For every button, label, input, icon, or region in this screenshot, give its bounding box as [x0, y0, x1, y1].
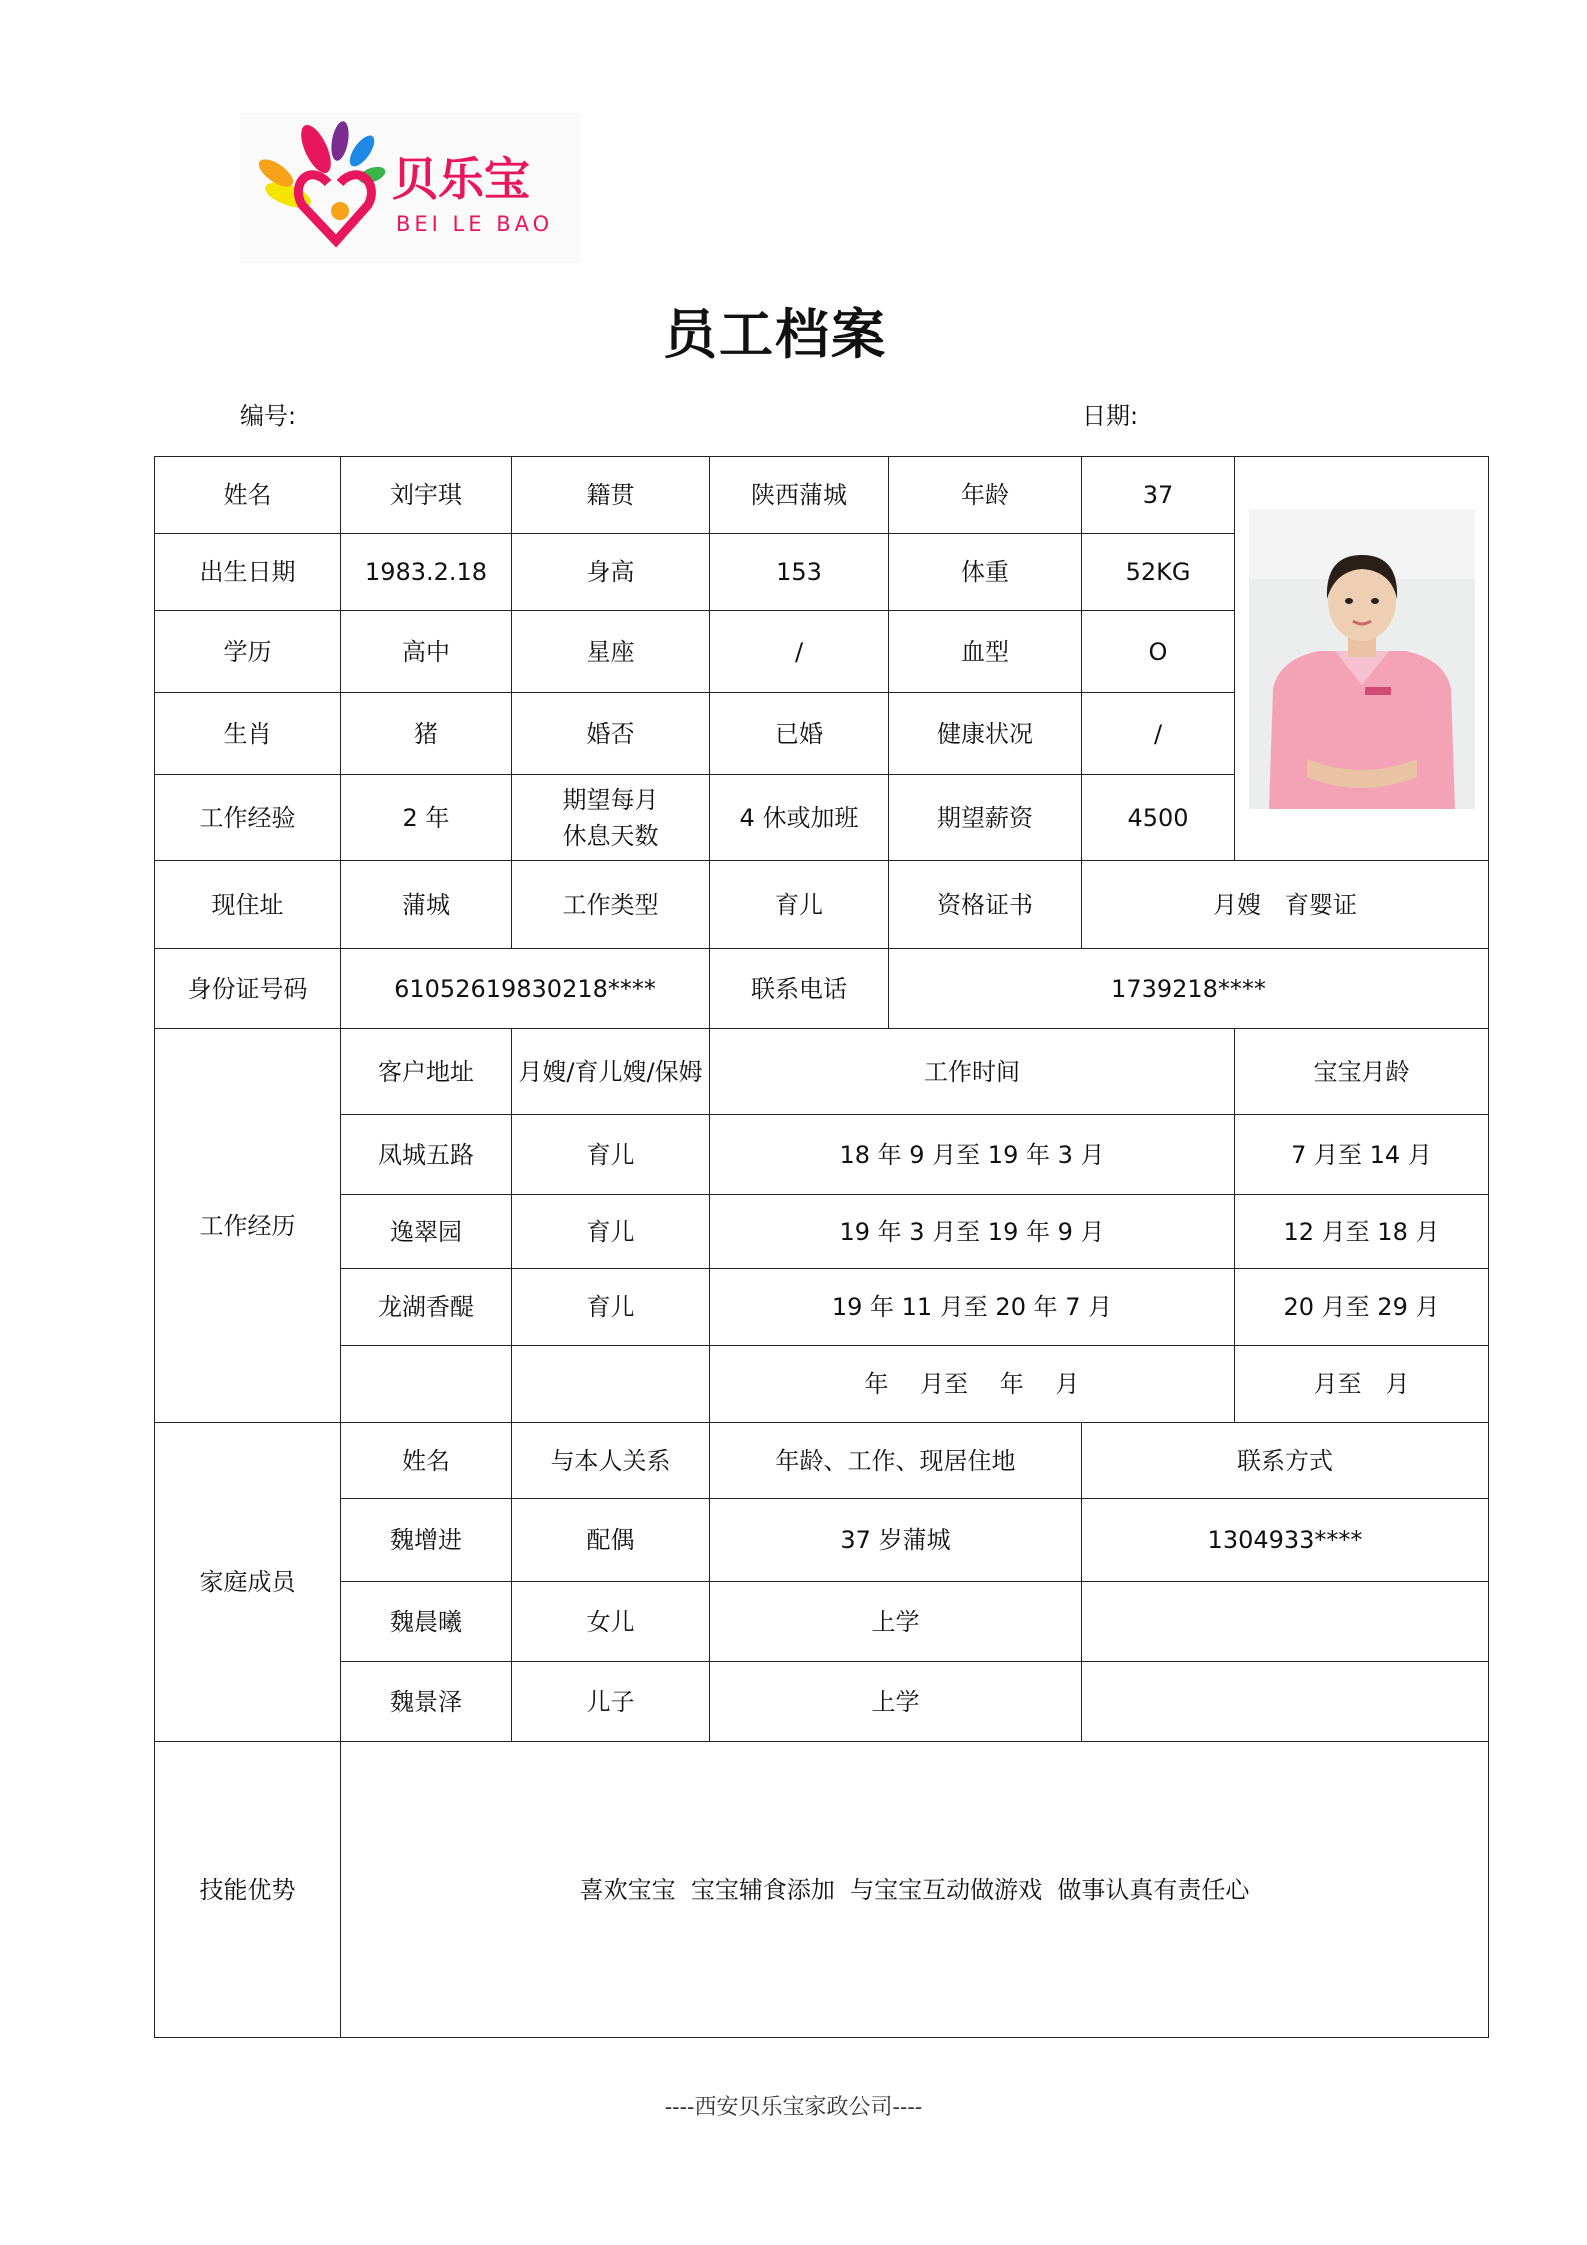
zodiac-label: 生肖 — [155, 693, 341, 775]
zodiac-value: 猪 — [341, 693, 512, 775]
name-value: 刘宇琪 — [341, 457, 512, 534]
id-number-label: 身份证号码 — [155, 949, 341, 1029]
job-type-value: 育儿 — [710, 861, 889, 949]
age-value: 37 — [1082, 457, 1235, 534]
job-type-label: 工作类型 — [512, 861, 710, 949]
history-row-4-address — [341, 1346, 512, 1423]
education-label: 学历 — [155, 611, 341, 693]
history-row-3-role: 育儿 — [512, 1269, 710, 1346]
constellation-value: / — [710, 611, 889, 693]
rest-days-label — [512, 775, 710, 861]
salary-label: 期望薪资 — [889, 775, 1082, 861]
record-date-label: 日期: — [1082, 402, 1139, 430]
phone-label: 联系电话 — [710, 949, 889, 1029]
experience-value: 2 年 — [341, 775, 512, 861]
history-header-period: 工作时间 — [710, 1029, 1235, 1115]
certificate-value: 月嫂 育婴证 — [1082, 861, 1489, 949]
svg-text:贝乐宝: 贝乐宝 — [392, 152, 530, 206]
weight-value: 52KG — [1082, 534, 1235, 611]
history-row-2-period: 19 年 3 月至 19 年 9 月 — [710, 1195, 1235, 1269]
experience-label: 工作经验 — [155, 775, 341, 861]
native-place-value: 陕西蒲城 — [710, 457, 889, 534]
history-row-4-role — [512, 1346, 710, 1423]
family-header-name: 姓名 — [341, 1423, 512, 1499]
company-footer: ----西安贝乐宝家政公司---- — [664, 2095, 923, 2120]
history-row-1-address: 凤城五路 — [341, 1115, 512, 1195]
history-header-baby-age: 宝宝月龄 — [1235, 1029, 1489, 1115]
address-value: 蒲城 — [341, 861, 512, 949]
history-row-2-baby-age: 12 月至 18 月 — [1235, 1195, 1489, 1269]
marital-status-value: 已婚 — [710, 693, 889, 775]
rest-days-label-line2: 休息天数 — [562, 821, 659, 850]
history-row-3-address: 龙湖香醍 — [341, 1269, 512, 1346]
health-label: 健康状况 — [889, 693, 1082, 775]
skills-label: 技能优势 — [155, 1742, 341, 2038]
history-row-1-period: 18 年 9 月至 19 年 3 月 — [710, 1115, 1235, 1195]
family-row-2-contact — [1082, 1582, 1489, 1662]
health-value: / — [1082, 693, 1235, 775]
constellation-label: 星座 — [512, 611, 710, 693]
family-row-3-contact — [1082, 1662, 1489, 1742]
history-row-4-period: 年 月至 年 月 — [710, 1346, 1235, 1423]
company-logo — [240, 113, 580, 263]
history-row-2-role: 育儿 — [512, 1195, 710, 1269]
height-value: 153 — [710, 534, 889, 611]
employee-record-table — [154, 456, 1489, 2038]
family-row-1-contact: 1304933**** — [1082, 1499, 1489, 1582]
history-row-3-baby-age: 20 月至 29 月 — [1235, 1269, 1489, 1346]
certificate-label: 资格证书 — [889, 861, 1082, 949]
family-row-1-relation: 配偶 — [512, 1499, 710, 1582]
family-header-relation: 与本人关系 — [512, 1423, 710, 1499]
height-label: 身高 — [512, 534, 710, 611]
family-row-2-relation: 女儿 — [512, 1582, 710, 1662]
family-header-info: 年龄、工作、现居住地 — [710, 1423, 1082, 1499]
history-row-1-role: 育儿 — [512, 1115, 710, 1195]
rest-days-value: 4 休或加班 — [710, 775, 889, 861]
page-title: 员工档案 — [663, 303, 887, 366]
family-row-3-name: 魏景泽 — [341, 1662, 512, 1742]
work-history-label: 工作经历 — [155, 1029, 341, 1423]
family-row-1-name: 魏增进 — [341, 1499, 512, 1582]
history-row-1-baby-age: 7 月至 14 月 — [1235, 1115, 1489, 1195]
blood-type-value: O — [1082, 611, 1235, 693]
history-header-address: 客户地址 — [341, 1029, 512, 1115]
family-row-2-name: 魏晨曦 — [341, 1582, 512, 1662]
svg-text:BEI LE BAO: BEI LE BAO — [396, 212, 554, 236]
employee-photo — [1249, 509, 1475, 809]
weight-label: 体重 — [889, 534, 1082, 611]
address-label: 现住址 — [155, 861, 341, 949]
family-header-contact: 联系方式 — [1082, 1423, 1489, 1499]
name-label: 姓名 — [155, 457, 341, 534]
family-row-3-info: 上学 — [710, 1662, 1082, 1742]
family-row-1-info: 37 岁蒲城 — [710, 1499, 1082, 1582]
education-value: 高中 — [341, 611, 512, 693]
blood-type-label: 血型 — [889, 611, 1082, 693]
phone-value: 1739218**** — [889, 949, 1489, 1029]
record-number-label: 编号: — [240, 402, 297, 430]
family-row-2-info: 上学 — [710, 1582, 1082, 1662]
photo-cell — [1235, 457, 1489, 861]
birth-date-value: 1983.2.18 — [341, 534, 512, 611]
skills-value: 喜欢宝宝 宝宝辅食添加 与宝宝互动做游戏 做事认真有责任心 — [341, 1742, 1489, 2038]
birth-date-label: 出生日期 — [155, 534, 341, 611]
rest-days-label-line1: 期望每月 — [562, 785, 659, 814]
id-number-value: 61052619830218**** — [341, 949, 710, 1029]
family-row-3-relation: 儿子 — [512, 1662, 710, 1742]
marital-status-label: 婚否 — [512, 693, 710, 775]
history-row-4-baby-age: 月至 月 — [1235, 1346, 1489, 1423]
history-row-2-address: 逸翠园 — [341, 1195, 512, 1269]
age-label: 年龄 — [889, 457, 1082, 534]
native-place-label: 籍贯 — [512, 457, 710, 534]
family-members-label: 家庭成员 — [155, 1423, 341, 1742]
history-row-3-period: 19 年 11 月至 20 年 7 月 — [710, 1269, 1235, 1346]
history-header-role: 月嫂/育儿嫂/保姆 — [512, 1029, 710, 1115]
salary-value: 4500 — [1082, 775, 1235, 861]
